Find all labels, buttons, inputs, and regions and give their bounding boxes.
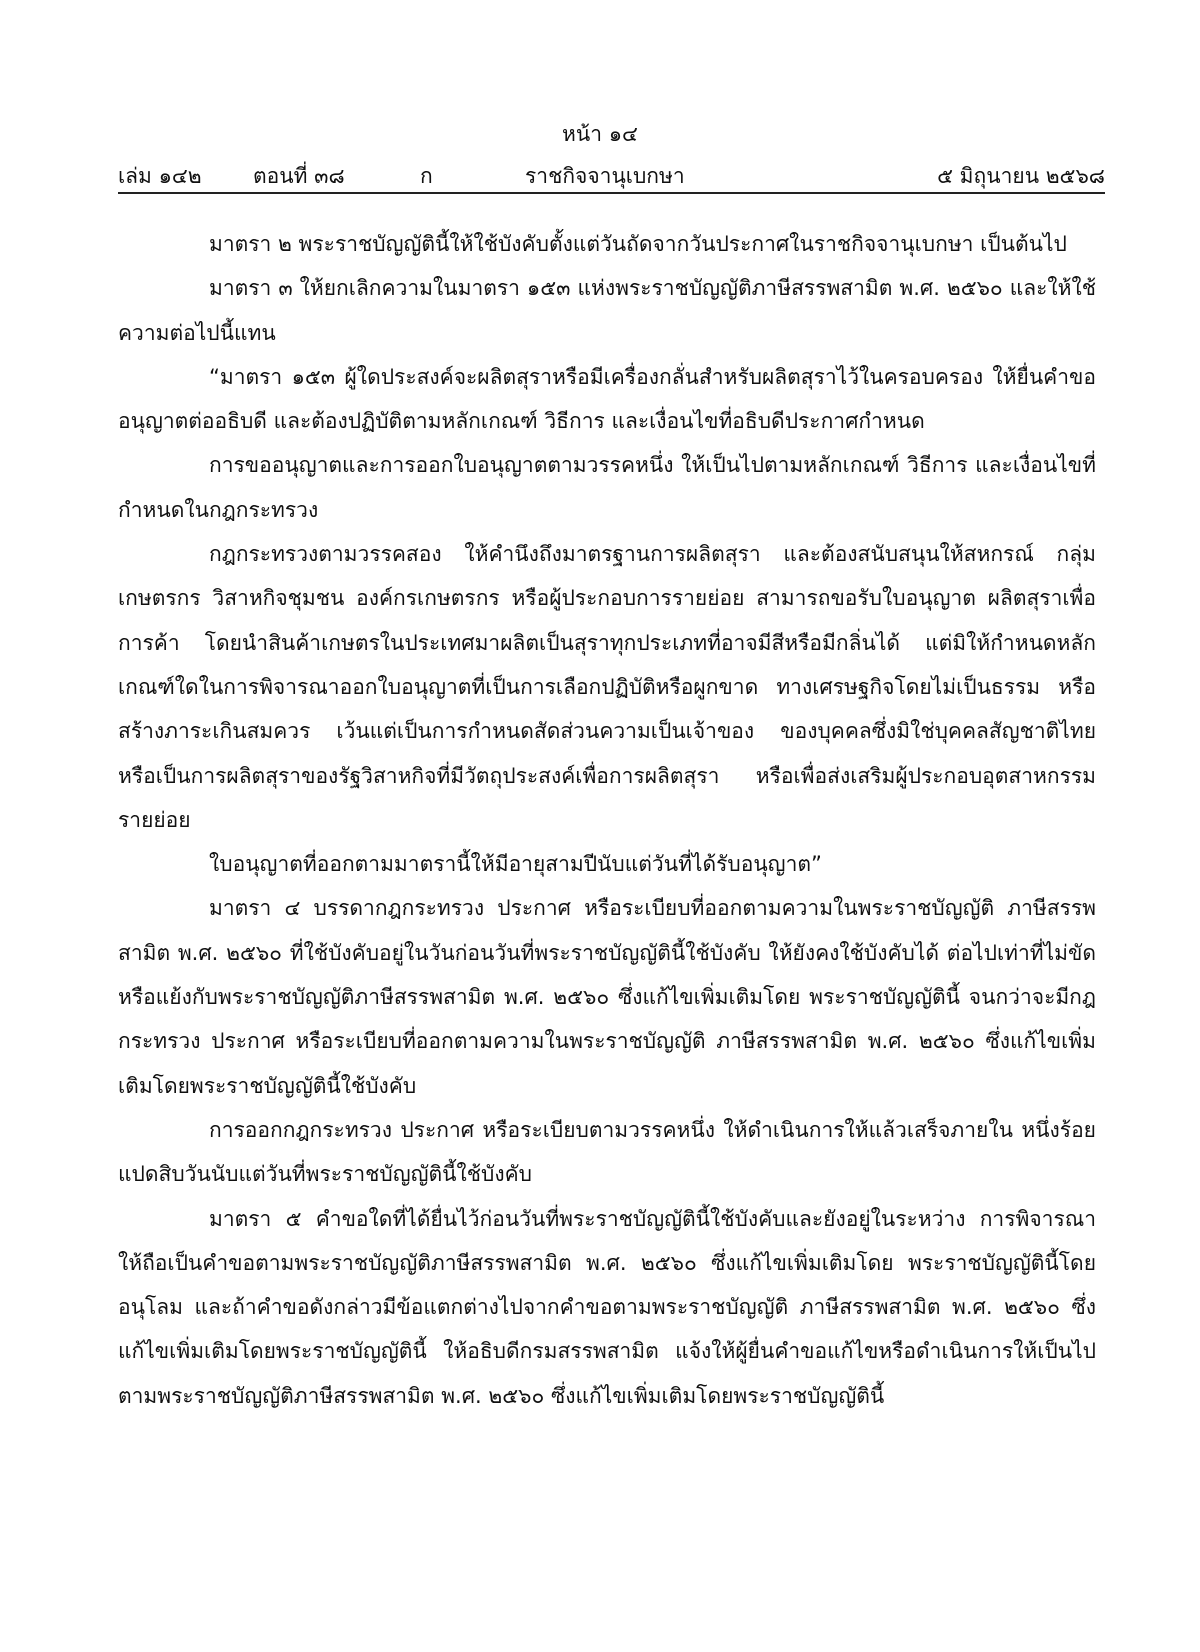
paragraph-section-153-clause-4: ใบอนุญาตที่ออกตามมาตรานี้ให้มีอายุสามปีนับแต่วันที่ได้รับอนุญาต” <box>209 852 822 877</box>
paragraph-section-2: มาตรา ๒ พระราชบัญญัตินี้ให้ใช้บังคับตั้งแต่วันถัดจากวันประกาศในราชกิจจานุเบกษา เป็นต้นไป <box>209 232 1067 256</box>
paragraph-section-5: มาตรา ๕ คำขอใดที่ได้ยื่นไว้ก่อนวันที่พระราชบัญญัตินี้ใช้บังคับและยังอยู่ในระหว่าง การพิจารณา ให้ถือเป็นคำขอตามพระราชบัญญัติภาษีสรรพสามิต พ.ศ. ๒๕๖๐ ซึ่งแก้ไขเพิ่มเติมโดย พระราชบัญญัตินี้โดยอนุโลม และถ้าคำขอดังกล่าวมีข้อแตกต่างไปจากคำขอตามพระราชบัญญัติ ภาษีสรรพสามิต พ.ศ. ๒๕๖๐ ซึ่งแก้ไขเพิ่มเติมโดยพระราชบัญญัตินี้ ให้อธิบดีกรมสรรพสามิต แจ้งให้ผู้ยื่นคำขอแก้ไขหรือดำเนินการให้เป็นไปตามพระราชบัญญัติภาษีสรรพสามิต พ.ศ. ๒๕๖๐ ซึ่งแก้ไขเพิ่มเติมโดยพระราชบัญญัตินี้ <box>118 1206 1096 1408</box>
page-number: หน้า ๑๔ <box>562 122 638 146</box>
header-divider <box>118 192 1105 194</box>
issue-number: ตอนที่ ๓๘ <box>253 164 345 188</box>
paragraph-section-153-clause-2: การขออนุญาตและการออกใบอนุญาตตามวรรคหนึ่ง ให้เป็นไปตามหลักเกณฑ์ วิธีการ และเงื่อนไขที่กำหนดในกฎกระทรวง <box>118 453 1096 522</box>
volume-number: เล่ม ๑๔๒ <box>118 164 202 188</box>
gazette-header <box>118 160 1105 194</box>
paragraph-section-3: มาตรา ๓ ให้ยกเลิกความในมาตรา ๑๕๓ แห่งพระราชบัญญัติภาษีสรรพสามิต พ.ศ. ๒๕๖๐ และให้ใช้ความต่อไปนี้แทน <box>118 276 1096 345</box>
document-body <box>118 222 1096 1418</box>
paragraph-section-153-clause-3: กฎกระทรวงตามวรรคสอง ให้คำนึงถึงมาตรฐานการผลิตสุรา และต้องสนับสนุนให้สหกรณ์ กลุ่มเกษตรกร วิสาหกิจชุมชน องค์กรเกษตรกร หรือผู้ประกอบการรายย่อย สามารถขอรับใบอนุญาต ผลิตสุราเพื่อการค้า โดยนำสินค้าเกษตรในประเทศมาผลิตเป็นสุราทุกประเภทที่อาจมีสีหรือมีกลิ่นได้ แต่มิให้กำหนดหลักเกณฑ์ใดในการพิจารณาออกใบอนุญาตที่เป็นการเลือกปฏิบัติหรือผูกขาด ทางเศรษฐกิจโดยไม่เป็นธรรม หรือสร้างภาระเกินสมควร เว้นแต่เป็นการกำหนดสัดส่วนความเป็นเจ้าของ ของบุคคลซึ่งมิใช่บุคคลสัญชาติไทย หรือเป็นการผลิตสุราของรัฐวิสาหกิจที่มีวัตถุประสงค์เพื่อการผลิตสุรา หรือเพื่อส่งเสริมผู้ประกอบอุตสาหกรรมรายย่อย <box>118 542 1096 832</box>
paragraph-section-153: “มาตรา ๑๕๓ ผู้ใดประสงค์จะผลิตสุราหรือมีเครื่องกลั่นสำหรับผลิตสุราไว้ในครอบครอง ให้ยื่นคำขออนุญาตต่ออธิบดี และต้องปฏิบัติตามหลักเกณฑ์ วิธีการ และเงื่อนไขที่อธิบดีประกาศกำหนด <box>118 364 1096 434</box>
journal-title: ราชกิจจานุเบกษา <box>525 164 685 188</box>
paragraph-section-4: มาตรา ๔ บรรดากฎกระทรวง ประกาศ หรือระเบียบที่ออกตามความในพระราชบัญญัติ ภาษีสรรพสามิต พ.ศ. ๒๕๖๐ ที่ใช้บังคับอยู่ในวันก่อนวันที่พระราชบัญญัตินี้ใช้บังคับ ให้ยังคงใช้บังคับได้ ต่อไปเท่าที่ไม่ขัดหรือแย้งกับพระราชบัญญัติภาษีสรรพสามิต พ.ศ. ๒๕๖๐ ซึ่งแก้ไขเพิ่มเติมโดย พระราชบัญญัตินี้ จนกว่าจะมีกฎกระทรวง ประกาศ หรือระเบียบที่ออกตามความในพระราชบัญญัติ ภาษีสรรพสามิต พ.ศ. ๒๕๖๐ ซึ่งแก้ไขเพิ่มเติมโดยพระราชบัญญัตินี้ใช้บังคับ <box>118 896 1096 1098</box>
paragraph-section-4-clause-2: การออกกฎกระทรวง ประกาศ หรือระเบียบตามวรรคหนึ่ง ให้ดำเนินการให้แล้วเสร็จภายใน หนึ่งร้อยแปดสิบวันนับแต่วันที่พระราชบัญญัตินี้ใช้บังคับ <box>118 1117 1096 1187</box>
section-letter: ก <box>420 164 433 188</box>
publication-date: ๕ มิถุนายน ๒๕๖๘ <box>937 164 1105 188</box>
